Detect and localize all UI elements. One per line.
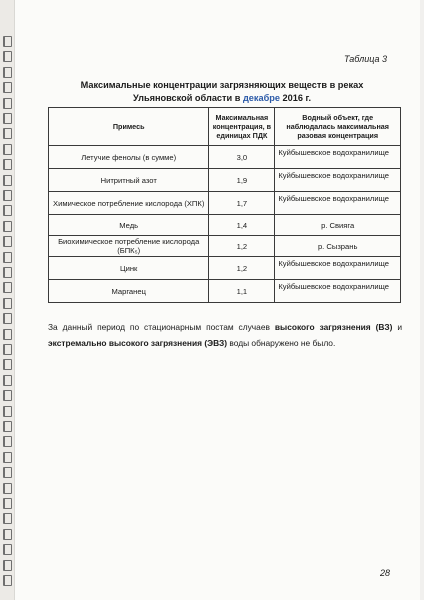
binder-ring	[3, 144, 12, 155]
binder-ring	[3, 483, 12, 494]
cell-substance: Медь	[49, 215, 209, 236]
title-year: 2016 г.	[280, 93, 312, 103]
binder-ring	[3, 406, 12, 417]
page-number: 28	[379, 568, 390, 578]
cell-substance: Цинк	[49, 257, 209, 280]
table-row	[49, 257, 401, 280]
binder-ring	[3, 421, 12, 432]
table-header-row	[49, 108, 401, 146]
header-concentration: Максимальная концентрация, в единицах ПДК	[209, 108, 275, 146]
binder-ring	[3, 82, 12, 93]
paragraph-text: За данный период по стационарным постам случаев	[48, 322, 275, 332]
cell-object: р. Сызрань	[275, 236, 401, 257]
cell-value: 1,2	[209, 236, 275, 257]
binder-ring	[3, 175, 12, 186]
summary-paragraph	[48, 319, 402, 351]
binder-ring	[3, 498, 12, 509]
binder-ring	[3, 236, 12, 247]
title-month: декабре	[242, 93, 280, 103]
table-row	[49, 236, 401, 257]
table-row	[49, 215, 401, 236]
cell-substance: Нитритный азот	[49, 169, 209, 192]
table-row	[49, 192, 401, 215]
binder-ring	[3, 329, 12, 340]
cell-object: Куйбышевское водохранилище	[275, 192, 401, 215]
cell-value: 1,2	[209, 257, 275, 280]
document-page	[14, 0, 420, 600]
header-water-object: Водный объект, где наблюдалась максимальная разовая концентрация	[275, 108, 401, 146]
binder-ring	[3, 436, 12, 447]
binder-ring	[3, 67, 12, 78]
binder-ring	[3, 344, 12, 355]
binder-ring	[3, 560, 12, 571]
binder-ring	[3, 190, 12, 201]
binder-ring	[3, 221, 12, 232]
binder-ring	[3, 513, 12, 524]
cell-substance: Биохимическое потребление кислорода (БПК₅)	[49, 236, 209, 257]
binder-ring	[3, 544, 12, 555]
binder-ring	[3, 390, 12, 401]
binder-ring	[3, 205, 12, 216]
cell-substance: Марганец	[49, 280, 209, 303]
binder-spine	[0, 0, 14, 600]
cell-value: 1,7	[209, 192, 275, 215]
binder-ring	[3, 452, 12, 463]
binder-ring	[3, 252, 12, 263]
cell-substance: Химическое потребление кислорода (ХПК)	[49, 192, 209, 215]
paragraph-bold-evz: экстремально высокого загрязнения (ЭВЗ)	[48, 338, 228, 348]
cell-object: Куйбышевское водохранилище	[275, 146, 401, 169]
binder-ring	[3, 36, 12, 47]
binder-ring	[3, 298, 12, 309]
table-title	[50, 79, 394, 105]
binder-ring	[3, 467, 12, 478]
cell-value: 1,4	[209, 215, 275, 236]
cell-value: 1,1	[209, 280, 275, 303]
table-row	[49, 146, 401, 169]
paragraph-text: и	[392, 322, 402, 332]
binder-ring	[3, 282, 12, 293]
paragraph-text: воды обнаружено не было.	[227, 338, 336, 348]
table-row	[49, 169, 401, 192]
binder-ring	[3, 98, 12, 109]
cell-object: Куйбышевское водохранилище	[275, 169, 401, 192]
cell-value: 3,0	[209, 146, 275, 169]
binder-ring	[3, 313, 12, 324]
binder-ring	[3, 575, 12, 586]
header-substance: Примесь	[49, 108, 209, 146]
paragraph-bold-vz: высокого загрязнения (ВЗ)	[274, 322, 393, 332]
table-row	[49, 280, 401, 303]
binder-ring	[3, 113, 12, 124]
cell-substance: Летучие фенолы (в сумме)	[49, 146, 209, 169]
binder-ring	[3, 267, 12, 278]
concentrations-table	[48, 107, 401, 303]
cell-object: р. Свияга	[275, 215, 401, 236]
cell-object: Куйбышевское водохранилище	[275, 280, 401, 303]
table-caption: Таблица 3	[343, 54, 387, 64]
binder-ring	[3, 159, 12, 170]
title-text: Максимальные концентрации загрязняющих веществ в реках Ульяновской области в	[80, 80, 364, 103]
cell-object: Куйбышевское водохранилище	[275, 257, 401, 280]
binder-ring	[3, 529, 12, 540]
binder-ring	[3, 51, 12, 62]
binder-ring	[3, 128, 12, 139]
binder-ring	[3, 359, 12, 370]
cell-value: 1,9	[209, 169, 275, 192]
binder-ring	[3, 375, 12, 386]
